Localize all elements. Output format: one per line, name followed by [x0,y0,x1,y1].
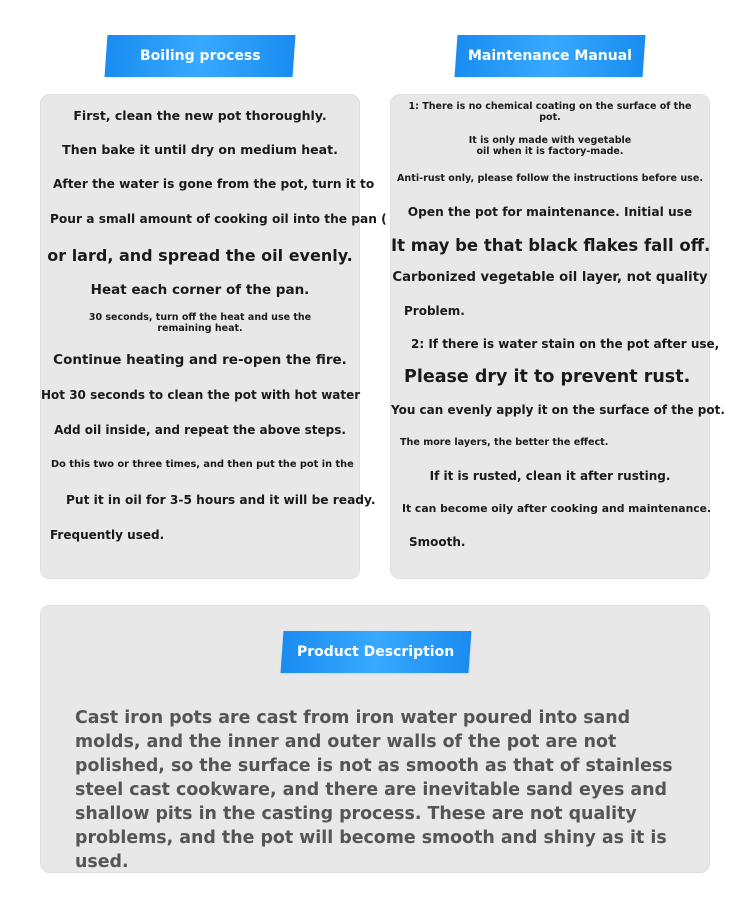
boiling-line: Add oil inside, and repeat the above steps. [54,423,346,437]
boiling-line: or lard, and spread the oil evenly. [47,246,353,265]
boiling-line: Do this two or three times, and then put the pot in the [51,459,354,470]
boiling-line: Pour a small amount of cooking oil into the pan ( [50,212,387,226]
maintenance-line: Problem. [404,304,465,318]
boiling-line: Heat each corner of the pan. [90,282,310,298]
maintenance-line: Carbonized vegetable oil layer, not quality [392,270,708,285]
boiling-line: Then bake it until dry on medium heat. [62,142,338,157]
boiling-process-header [105,35,296,77]
maintenance-line: Anti-rust only, please follow the instructions before use. [396,173,704,184]
maintenance-line: It may be that black flakes fall off. [391,236,711,255]
maintenance-manual-panel [390,94,725,579]
maintenance-line: The more layers, the better the effect. [400,437,609,448]
maintenance-line: It can become oily after cooking and maintenance. [402,502,712,515]
boiling-line: Frequently used. [50,528,165,542]
maintenance-line: You can evenly apply it on the surface of the pot. [391,403,725,417]
maintenance-line: Please dry it to prevent rust. [404,367,691,387]
maintenance-line: Open the pot for maintenance. Initial use [407,205,693,219]
boiling-process-panel [40,94,387,579]
maintenance-line: 1: There is no chemical coating on the surface of the pot. [408,101,692,124]
maintenance-line: 2: If there is water stain on the pot after use, [411,337,720,351]
maintenance-manual-header [455,35,646,77]
boiling-line: After the water is gone from the pot, turn it to [53,177,375,191]
boiling-line: Hot 30 seconds to clean the pot with hot water [41,388,361,402]
boiling-line: Continue heating and re-open the fire. [53,352,347,368]
boiling-line: Put it in oil for 3-5 hours and it will be ready. [66,493,376,507]
boiling-line: First, clean the new pot thoroughly. [73,108,327,123]
boiling-line: 30 seconds, turn off the heat and use the remaining heat. [88,312,312,335]
maintenance-line: Smooth. [409,535,466,549]
maintenance-line: It is only made with vegetable oil when it is factory-made. [468,135,632,158]
maintenance-manual-title: Maintenance Manual [468,48,632,64]
product-description-text: Cast iron pots are cast from iron water poured into sand molds, and the inner and outer walls of the pot are not polished, so the surface is not as smooth as that of stainless steel cast cookware, and there are inevitable sand eyes and shallow pits in the casting process. These are not quality problems, and the pot will become smooth and shiny as it is used. [75,708,673,872]
maintenance-line: If it is rusted, clean it after rusting. [429,469,671,483]
boiling-process-title: Boiling process [139,48,261,64]
product-description-header [281,631,472,673]
product-description-title: Product Description [297,644,455,660]
